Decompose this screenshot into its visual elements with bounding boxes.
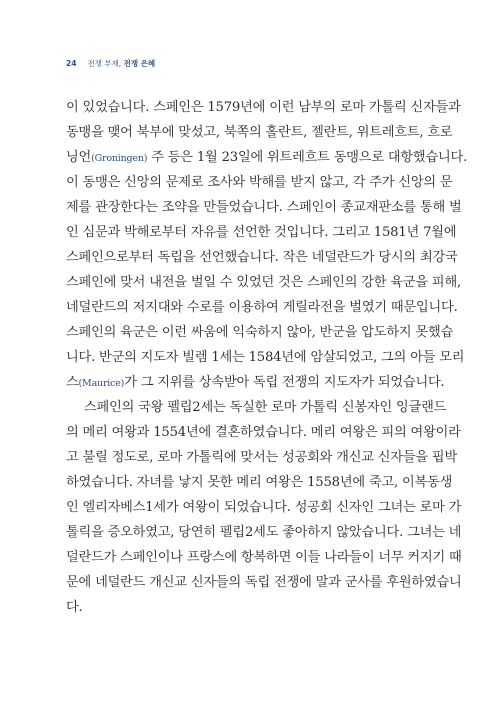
line-text: 닝언	[66, 150, 92, 165]
line-text: 이 동맹은 신앙의 문제로 조사와 박해를 받지 않고, 각 주가 신앙의 문	[66, 175, 453, 190]
text-line	[66, 470, 453, 495]
running-title: 전쟁 은혜	[123, 59, 156, 68]
line-text: 제를 관장한다는 조약을 만들었습니다. 스페인이 종교재판소를 통해 벌	[66, 200, 462, 215]
text-line	[66, 170, 453, 195]
running-header	[66, 58, 155, 69]
line-text: 인 심문과 박해로부터 자유를 선언한 것입니다. 그리고 1581년 7월에	[66, 225, 457, 240]
line-text: 의 메리 여왕과 1554년에 결혼하였습니다. 메리 여왕은 피의 여왕이라	[66, 425, 461, 440]
text-line	[66, 195, 462, 220]
gloss-text: (Maurice)	[78, 378, 125, 389]
text-line	[66, 370, 445, 395]
text-line	[66, 545, 462, 570]
line-text: 덜란드가 스페인이나 프랑스에 항복하면 이들 나라들이 너무 커지기 때	[66, 550, 462, 565]
text-line	[66, 445, 458, 470]
text-line	[66, 245, 458, 270]
line-text: 니다. 반군의 지도자 빌렘 1세는 1584년에 암살되었고, 그의 아들 모리	[66, 350, 465, 365]
text-line	[66, 95, 461, 120]
line-text: 주 등은 1월 23일에 위트레흐트 동맹으로 대항했습니다.	[147, 150, 468, 165]
line-text: 문에 네덜란드 개신교 신자들의 독립 전쟁에 말과 군사를 후원하였습니	[66, 575, 462, 590]
text-line	[66, 345, 465, 370]
line-text: 동맹을 맺어 북부에 맞섰고, 북쪽의 홀란트, 젤란트, 위트레흐트, 흐로	[66, 125, 453, 140]
line-text: 다.	[66, 600, 83, 615]
line-text: 스	[66, 375, 79, 390]
line-text: 톨릭을 증오하였고, 당연히 펠립2세도 좋아하지 않았습니다. 그녀는 네	[66, 525, 462, 540]
text-line	[66, 295, 458, 320]
text-line	[66, 595, 431, 620]
line-text: 네덜란드의 저지대와 수로를 이용하여 게릴라전을 벌였기 때문입니다.	[66, 300, 458, 315]
gloss-text: (Groningen)	[91, 153, 148, 164]
text-line	[66, 495, 462, 520]
text-line	[66, 120, 453, 145]
text-line	[66, 220, 457, 245]
line-text: 가 그 지위를 상속받아 독립 전쟁의 지도자가 되었습니다.	[124, 375, 445, 390]
line-text: 스페인의 국왕 펠립2세는 독실한 로마 가톨릭 신봉자인 잉글랜드	[84, 400, 447, 415]
line-text: 고 불릴 정도로, 로마 가톨릭에 맞서는 성공회와 개신교 신자들을 핍박	[66, 450, 458, 465]
line-text: 스페인의 육군은 이런 싸움에 익숙하지 않아, 반군을 압도하지 못했습	[66, 325, 454, 340]
text-line	[66, 520, 462, 545]
text-line	[66, 420, 461, 445]
body-text	[66, 95, 468, 620]
page-number: 24	[66, 59, 77, 68]
text-line	[66, 145, 468, 170]
text-line	[66, 320, 454, 345]
text-line	[66, 270, 462, 295]
line-text: 하였습니다. 자녀를 낳지 못한 메리 여왕은 1558년에 죽고, 이복동생	[66, 475, 453, 490]
section-label: 전쟁 부재,	[87, 59, 122, 68]
text-line	[66, 570, 462, 595]
line-text: 스페인으로부터 독립을 선언했습니다. 작은 네덜란드가 당시의 최강국	[66, 250, 458, 265]
text-line	[66, 395, 447, 420]
line-text: 스페인에 맞서 내전을 벌일 수 있었던 것은 스페인의 강한 육군을 피해,	[66, 275, 462, 290]
line-text: 인 엘리자베스1세가 여왕이 되었습니다. 성공회 신자인 그녀는 로마 가	[66, 500, 462, 515]
line-text: 이 있었습니다. 스페인은 1579년에 이런 남부의 로마 가톨릭 신자들과	[66, 100, 461, 115]
